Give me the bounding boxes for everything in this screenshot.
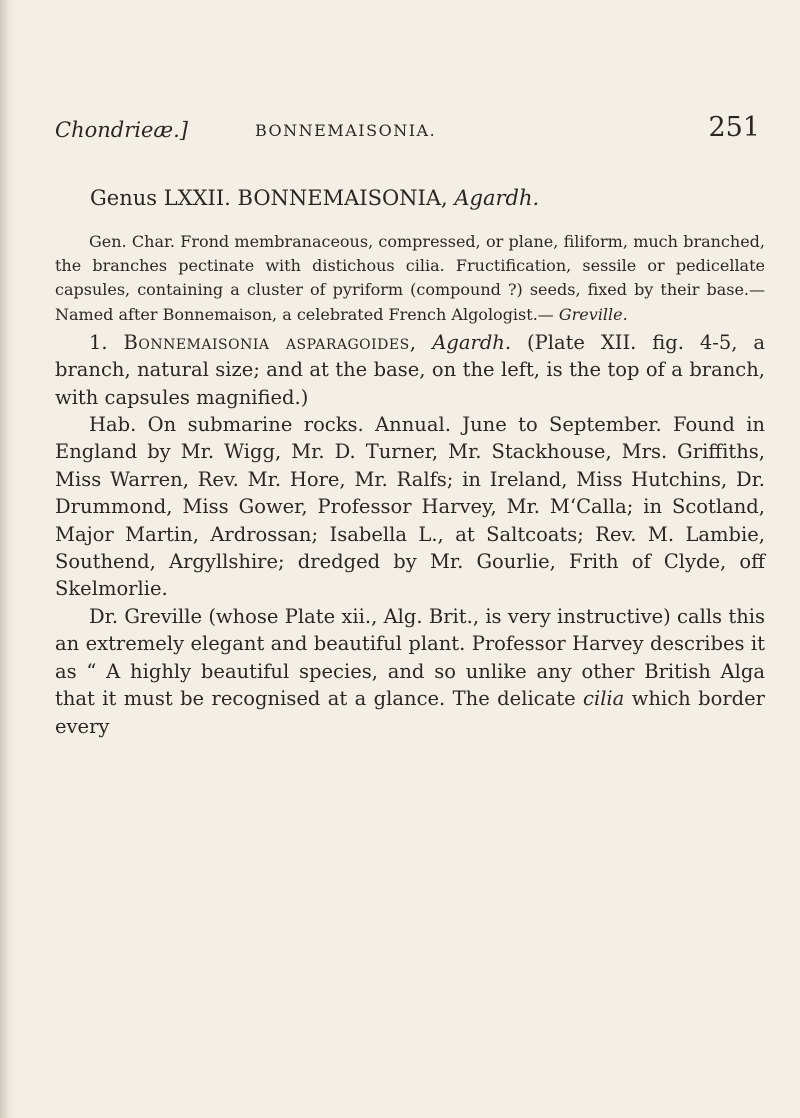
species-paragraph [55,329,765,411]
generic-character-text: Gen. Char. Frond membranaceous, compressed, or plane, filiform, much branched, the branches pectinate with distichous cilia. Fructification, sessile or pedicellate capsules, containing a cluster of pyriform (compound ?) seeds, fixed by their base.— Named after Bonnemaison, a celebrated French Algologist.— [55,232,765,324]
species-name: Bonnemaisonia asparagoides, [123,330,417,354]
genus-heading-author: Agardh. [454,186,540,210]
genus-heading [90,186,539,210]
species-number: 1. [89,330,108,354]
habitat-text: Hab. On submarine rocks. Annual. June to September. Found in England by Mr. Wigg, Mr. D. Turner, Mr. Stackhouse, Mrs. Griffiths, Miss Warren, Rev. Mr. Hore, Mr. Ralfs; in Ireland, Miss Hutchins, Dr. Drummond, Miss Gower, Professor Harvey, Mr. M‘Calla; in Scotland, Major Martin, Ardrossan; Isabella L., at Saltcoats; Rev. M. Lambie, Southend, Argyllshire; dredged by Mr. Gourlie, Frith of Clyde, off Skelmorlie. [55,413,765,601]
running-head-section: Chondrieæ.] [55,118,188,142]
description-paragraph [55,603,765,740]
running-head-title: BONNEMAISONIA. [255,121,437,140]
genus-heading-title: Genus LXXII. BONNEMAISONIA, [90,186,448,210]
habitat-paragraph [55,411,765,603]
page-number: 251 [708,112,760,143]
description-text: Dr. Greville (whose Plate xii., Alg. Brit., is very instructive) calls this an extremely elegant and beautiful plant. Professor Harvey describes it as “ A highly beautiful species, and so unlike any other British Alga that it must be recognised at a glance. The delicate [55,604,765,711]
description-text-end: which border every [55,687,765,738]
species-author: Agardh. [432,330,512,354]
description-cilia: cilia [583,687,625,711]
body-text [55,230,765,740]
running-head [55,112,760,152]
generic-character-paragraph [55,230,765,327]
generic-character-attribution: Greville. [558,304,628,324]
species-plate-reference: (Plate XII. fig. 4-5, a branch, natural size; and at the base, on the left, is the top of a branch, with capsules magnified.) [55,330,765,409]
